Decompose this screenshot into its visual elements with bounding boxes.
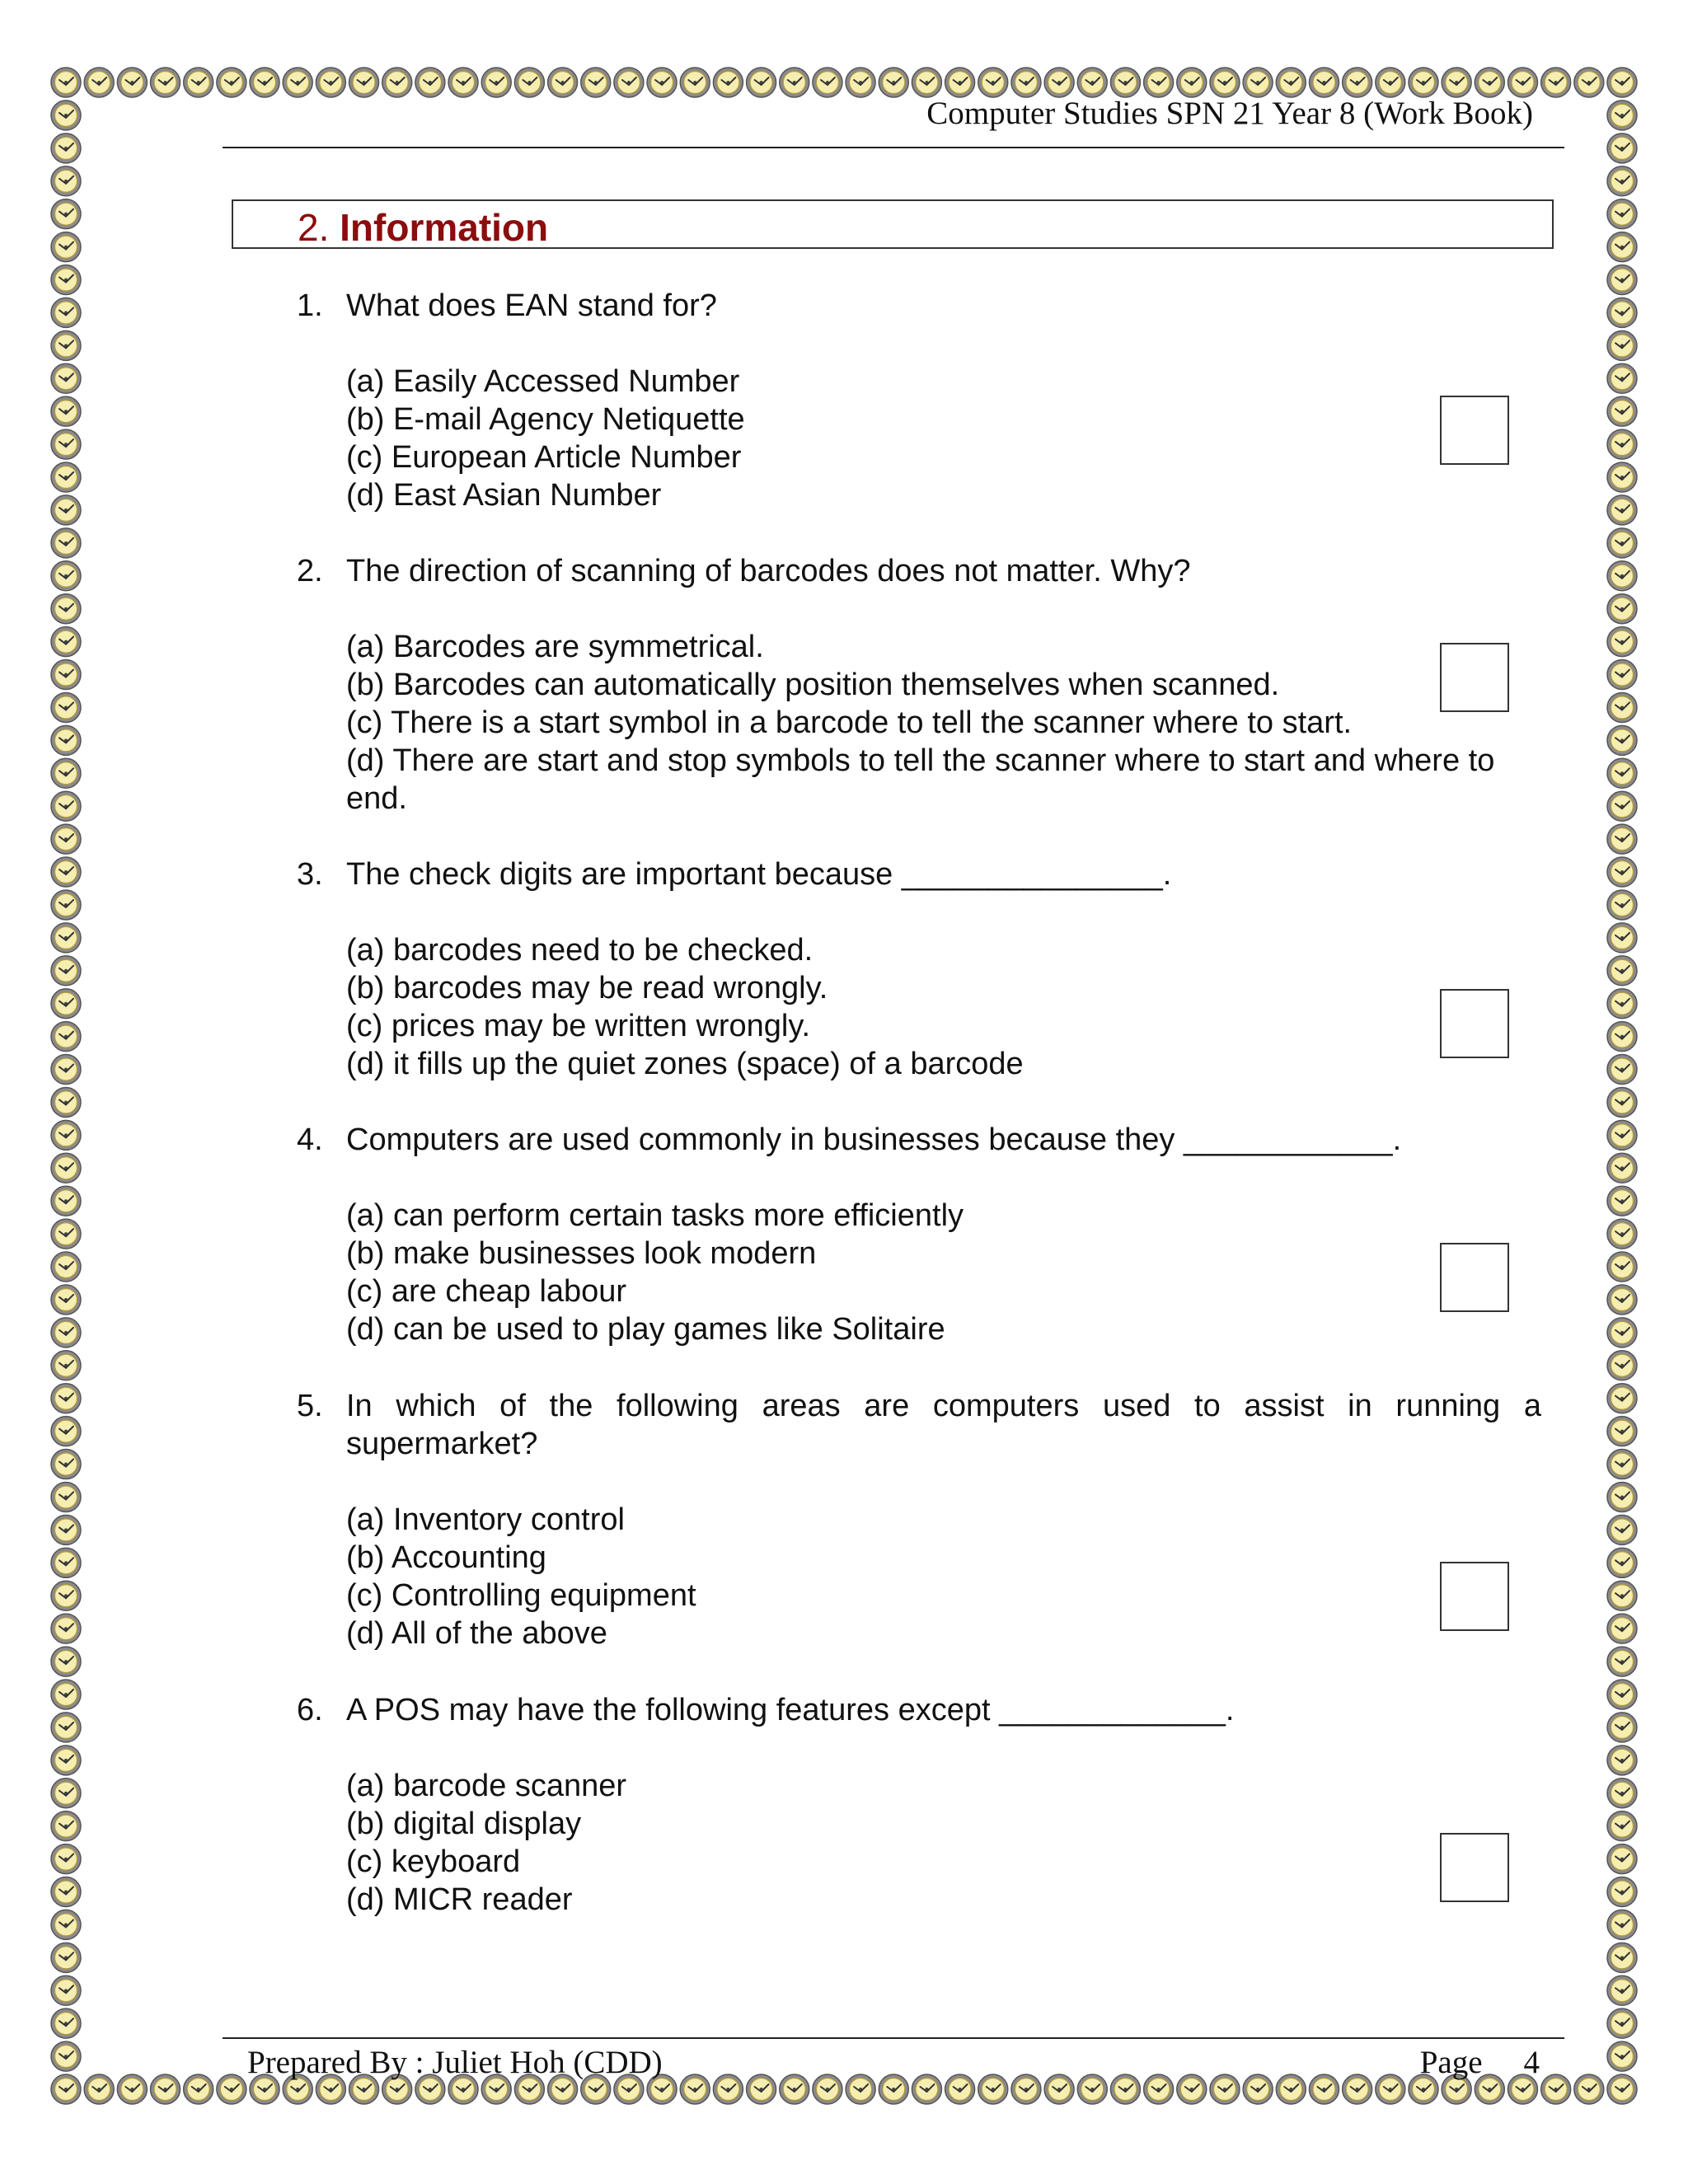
clock-icon bbox=[51, 1450, 81, 1479]
clock-icon bbox=[1607, 1713, 1637, 1742]
clock-icon bbox=[117, 68, 147, 97]
clock-icon bbox=[51, 857, 81, 887]
option-a: (a) Barcodes are symmetrical. bbox=[346, 630, 764, 664]
options-list bbox=[346, 931, 1541, 1083]
question-text: Computers are used commonly in businesses because they ____________. bbox=[346, 1122, 1402, 1157]
clock-icon bbox=[1607, 1482, 1637, 1511]
clock-icon bbox=[1507, 68, 1537, 97]
clock-icon bbox=[1607, 627, 1637, 657]
header-title: Computer Studies SPN 21 Year 8 (Work Book) bbox=[926, 96, 1533, 131]
clock-icon bbox=[51, 1384, 81, 1413]
clock-icon bbox=[1110, 2074, 1140, 2104]
clock-icon bbox=[1607, 857, 1637, 887]
clock-icon bbox=[51, 1351, 81, 1380]
clock-icon bbox=[1210, 68, 1240, 97]
clock-icon bbox=[1607, 1417, 1637, 1446]
section-title bbox=[298, 205, 548, 250]
clock-icon bbox=[51, 363, 81, 393]
clock-icon bbox=[1044, 2074, 1074, 2104]
clock-icon bbox=[1607, 1120, 1637, 1150]
clock-icon bbox=[1607, 68, 1637, 97]
clock-icon bbox=[84, 2074, 114, 2104]
option-a: (a) can perform certain tasks more efficiently bbox=[346, 1198, 964, 1233]
clock-icon bbox=[151, 68, 181, 97]
option-c: (c) European Article Number bbox=[346, 440, 742, 475]
clock-icon bbox=[51, 1252, 81, 1282]
clock-icon bbox=[1309, 2074, 1339, 2104]
clock-icon bbox=[51, 396, 81, 426]
clock-icon bbox=[1607, 1779, 1637, 1808]
clock-icon bbox=[514, 68, 544, 97]
clock-icon bbox=[1607, 396, 1637, 426]
clock-icon bbox=[548, 68, 578, 97]
clock-icon bbox=[1243, 2074, 1273, 2104]
clock-icon bbox=[51, 1153, 81, 1183]
clock-icon bbox=[1607, 791, 1637, 821]
clock-icon bbox=[1607, 429, 1637, 459]
clock-icon bbox=[51, 956, 81, 986]
clock-icon bbox=[1442, 68, 1471, 97]
clock-icon bbox=[51, 1581, 81, 1610]
clock-icon bbox=[680, 68, 710, 97]
clock-icon bbox=[1607, 1975, 1637, 2005]
clock-icon bbox=[1607, 1647, 1637, 1676]
clock-icon bbox=[51, 1943, 81, 1972]
clock-icon bbox=[1607, 890, 1637, 920]
clock-icon bbox=[680, 2074, 710, 2104]
clock-icon bbox=[1077, 68, 1107, 97]
question-text: The check digits are important because _______________. bbox=[346, 857, 1172, 892]
clock-icon bbox=[1607, 528, 1637, 558]
option-c: (c) keyboard bbox=[346, 1844, 521, 1879]
footer-rule bbox=[223, 2037, 1564, 2039]
clock-icon bbox=[51, 1877, 81, 1906]
clock-icon bbox=[1607, 1548, 1637, 1577]
clock-icon bbox=[51, 298, 81, 327]
option-d: (d) There are start and stop symbols to tell the scanner where to start and where to end. bbox=[346, 743, 1495, 816]
clock-icon bbox=[382, 68, 412, 97]
clock-icon bbox=[1011, 2074, 1041, 2104]
clock-icon bbox=[1110, 68, 1140, 97]
clock-icon bbox=[713, 68, 743, 97]
clock-icon bbox=[1607, 989, 1637, 1019]
clock-icon bbox=[1276, 68, 1306, 97]
clock-icon bbox=[1607, 1318, 1637, 1347]
clock-icon bbox=[1210, 2074, 1240, 2104]
clock-icon bbox=[846, 2074, 875, 2104]
answer-box-2[interactable] bbox=[1440, 643, 1509, 712]
clock-icon bbox=[481, 68, 511, 97]
clock-icon bbox=[1607, 594, 1637, 624]
clock-icon bbox=[780, 68, 809, 97]
clock-icon bbox=[813, 2074, 842, 2104]
question-number: 2. bbox=[297, 554, 323, 588]
clock-icon bbox=[1607, 1055, 1637, 1085]
clock-icon bbox=[51, 660, 81, 690]
clock-icon bbox=[1607, 758, 1637, 788]
clock-icon bbox=[1541, 68, 1571, 97]
option-b: (b) Barcodes can automatically position themselves when scanned. bbox=[346, 668, 1280, 702]
clock-icon bbox=[978, 68, 1008, 97]
clock-icon bbox=[349, 68, 379, 97]
clock-icon bbox=[51, 989, 81, 1019]
clock-icon bbox=[1607, 1087, 1637, 1117]
clock-icon bbox=[1607, 1219, 1637, 1249]
clock-icon bbox=[51, 2041, 81, 2071]
clock-icon bbox=[51, 330, 81, 360]
clock-icon bbox=[117, 2074, 147, 2104]
clock-icon bbox=[51, 495, 81, 525]
clock-icon bbox=[51, 1219, 81, 1249]
section-heading-box bbox=[232, 199, 1554, 249]
option-c: (c) There is a start symbol in a barcode to tell the scanner where to start. bbox=[346, 705, 1353, 740]
option-c: (c) prices may be written wrongly. bbox=[346, 1009, 811, 1043]
clock-icon bbox=[1409, 68, 1438, 97]
clock-icon bbox=[1607, 101, 1637, 130]
clock-icon bbox=[51, 791, 81, 821]
clock-icon bbox=[945, 2074, 975, 2104]
options-list bbox=[346, 628, 1541, 818]
clock-icon bbox=[1607, 232, 1637, 262]
clock-icon bbox=[1607, 1384, 1637, 1413]
clock-icon bbox=[1607, 956, 1637, 986]
clock-icon bbox=[747, 2074, 776, 2104]
clock-icon bbox=[1177, 68, 1207, 97]
question-number: 6. bbox=[297, 1693, 323, 1727]
question-text: The direction of scanning of barcodes does not matter. Why? bbox=[346, 554, 1191, 588]
clock-icon bbox=[1177, 2074, 1207, 2104]
clock-icon bbox=[1607, 199, 1637, 229]
clock-icon bbox=[51, 1811, 81, 1841]
question-text-line-1: In which of the following areas are computers used to assist in running a bbox=[346, 1389, 1541, 1423]
clock-icon bbox=[1243, 68, 1273, 97]
clock-icon bbox=[912, 2074, 941, 2104]
question-text: A POS may have the following features except _____________. bbox=[346, 1693, 1235, 1727]
clock-icon bbox=[1607, 725, 1637, 755]
clock-icon bbox=[713, 2074, 743, 2104]
clock-icon bbox=[1607, 1680, 1637, 1709]
clock-icon bbox=[1607, 561, 1637, 591]
clock-icon bbox=[1607, 1746, 1637, 1775]
clock-icon bbox=[184, 68, 213, 97]
clock-icon bbox=[51, 462, 81, 492]
clock-icon bbox=[51, 134, 81, 163]
clock-icon bbox=[846, 68, 875, 97]
clock-icon bbox=[51, 1285, 81, 1315]
clock-icon bbox=[51, 1482, 81, 1511]
section-name: Information bbox=[340, 206, 549, 249]
clock-icon bbox=[51, 1975, 81, 2005]
clock-icon bbox=[184, 2074, 213, 2104]
clock-icon bbox=[747, 68, 776, 97]
question-number: 5. bbox=[297, 1389, 323, 1423]
clock-icon bbox=[1144, 68, 1174, 97]
clock-icon bbox=[1607, 1844, 1637, 1874]
question-number: 4. bbox=[297, 1122, 323, 1157]
clock-icon bbox=[51, 561, 81, 591]
options-list bbox=[346, 1501, 1541, 1652]
clock-icon bbox=[415, 68, 445, 97]
clock-icon bbox=[217, 68, 246, 97]
clock-icon bbox=[1607, 1351, 1637, 1380]
clock-icon bbox=[1276, 2074, 1306, 2104]
clock-icon bbox=[1607, 2008, 1637, 2038]
clock-icon bbox=[51, 1647, 81, 1676]
clock-icon bbox=[217, 2074, 246, 2104]
clock-icon bbox=[51, 1022, 81, 1052]
clock-icon bbox=[1607, 1285, 1637, 1315]
clock-icon bbox=[945, 68, 975, 97]
clock-icon bbox=[51, 1417, 81, 1446]
clock-icon bbox=[51, 1844, 81, 1874]
option-c: (c) Controlling equipment bbox=[346, 1578, 696, 1613]
clock-icon bbox=[51, 1713, 81, 1742]
clock-icon bbox=[448, 68, 478, 97]
option-b: (b) E-mail Agency Netiquette bbox=[346, 402, 745, 437]
clock-icon bbox=[1607, 265, 1637, 295]
clock-icon bbox=[1607, 1581, 1637, 1610]
clock-icon bbox=[1607, 1910, 1637, 1939]
clock-icon bbox=[1475, 68, 1504, 97]
option-a: (a) barcodes need to be checked. bbox=[346, 933, 814, 968]
clock-icon bbox=[51, 725, 81, 755]
clock-icon bbox=[51, 1515, 81, 1544]
clock-icon bbox=[51, 2008, 81, 2038]
option-b: (b) make businesses look modern bbox=[346, 1236, 817, 1271]
option-a: (a) Easily Accessed Number bbox=[346, 364, 740, 399]
option-a: (a) barcode scanner bbox=[346, 1769, 627, 1803]
clock-icon bbox=[51, 692, 81, 722]
clock-icon bbox=[1607, 1022, 1637, 1052]
clock-icon bbox=[780, 2074, 809, 2104]
clock-icon bbox=[1607, 2074, 1637, 2104]
clock-icon bbox=[151, 2074, 181, 2104]
option-b: (b) barcodes may be read wrongly. bbox=[346, 971, 828, 1005]
clock-icon bbox=[51, 265, 81, 295]
clock-icon bbox=[1607, 1614, 1637, 1643]
option-d: (d) East Asian Number bbox=[346, 478, 662, 513]
clock-icon bbox=[1607, 462, 1637, 492]
option-b: (b) Accounting bbox=[346, 1540, 546, 1575]
clock-icon bbox=[51, 1087, 81, 1117]
clock-icon bbox=[1607, 1811, 1637, 1841]
clock-icon bbox=[1343, 68, 1372, 97]
clock-icon bbox=[51, 627, 81, 657]
clock-icon bbox=[1309, 68, 1339, 97]
clock-icon bbox=[51, 101, 81, 130]
clock-icon bbox=[51, 1120, 81, 1150]
question-text-line-2: supermarket? bbox=[346, 1427, 538, 1461]
clock-icon bbox=[1607, 692, 1637, 722]
clock-icon bbox=[51, 890, 81, 920]
footer-page bbox=[1420, 2044, 1540, 2081]
clock-icon bbox=[1607, 923, 1637, 953]
options-list bbox=[346, 1197, 1541, 1348]
options-list bbox=[346, 363, 1541, 514]
clock-icon bbox=[813, 68, 842, 97]
clock-icon bbox=[1607, 824, 1637, 854]
clock-icon bbox=[51, 1910, 81, 1939]
answer-box-5[interactable] bbox=[1440, 1562, 1509, 1631]
option-a: (a) Inventory control bbox=[346, 1502, 625, 1537]
clock-icon bbox=[879, 68, 908, 97]
clock-icon bbox=[1541, 2074, 1571, 2104]
clock-icon bbox=[51, 1548, 81, 1577]
clock-icon bbox=[51, 1055, 81, 1085]
header-rule bbox=[223, 147, 1564, 148]
clock-icon bbox=[1607, 1186, 1637, 1216]
answer-box-1[interactable] bbox=[1440, 396, 1509, 465]
clock-icon bbox=[51, 758, 81, 788]
clock-icon bbox=[1607, 2041, 1637, 2071]
answer-box-4[interactable] bbox=[1440, 1243, 1509, 1312]
clock-icon bbox=[912, 68, 941, 97]
clock-icon bbox=[51, 1746, 81, 1775]
page-label: Page bbox=[1419, 2045, 1483, 2080]
clock-icon bbox=[1044, 68, 1074, 97]
clock-icon bbox=[51, 166, 81, 196]
option-d: (d) All of the above bbox=[346, 1616, 607, 1651]
clock-icon bbox=[1607, 660, 1637, 690]
question-number: 3. bbox=[297, 857, 323, 892]
clock-icon bbox=[316, 68, 345, 97]
clock-icon bbox=[1077, 2074, 1107, 2104]
option-d: (d) MICR reader bbox=[346, 1882, 573, 1917]
question-text: What does EAN stand for? bbox=[346, 288, 717, 323]
clock-icon bbox=[1011, 68, 1041, 97]
clock-icon bbox=[51, 528, 81, 558]
question-number: 1. bbox=[297, 288, 323, 323]
clock-icon bbox=[1607, 495, 1637, 525]
clock-icon bbox=[51, 594, 81, 624]
clock-icon bbox=[978, 2074, 1008, 2104]
clock-icon bbox=[250, 68, 279, 97]
options-list bbox=[346, 1767, 1541, 1919]
clock-icon bbox=[1607, 1943, 1637, 1972]
answer-box-3[interactable] bbox=[1440, 989, 1509, 1058]
clock-icon bbox=[647, 68, 677, 97]
clock-icon bbox=[51, 1614, 81, 1643]
footer-prepared-by: Prepared By : Juliet Hoh (CDD) bbox=[247, 2045, 663, 2080]
clock-icon bbox=[51, 68, 81, 97]
clock-icon bbox=[1343, 2074, 1372, 2104]
clock-icon bbox=[84, 68, 114, 97]
clock-icon bbox=[581, 68, 611, 97]
clock-icon bbox=[1376, 2074, 1405, 2104]
clock-icon bbox=[51, 1779, 81, 1808]
clock-icon bbox=[1574, 2074, 1604, 2104]
option-d: (d) can be used to play games like Solitaire bbox=[346, 1312, 945, 1347]
clock-icon bbox=[51, 199, 81, 229]
clock-icon bbox=[1144, 2074, 1174, 2104]
clock-icon bbox=[51, 1680, 81, 1709]
clock-icon bbox=[1376, 68, 1405, 97]
page-number: 4 bbox=[1523, 2045, 1540, 2080]
option-b: (b) digital display bbox=[346, 1807, 582, 1841]
option-d: (d) it fills up the quiet zones (space) of a barcode bbox=[346, 1047, 1024, 1081]
clock-icon bbox=[1607, 134, 1637, 163]
clock-icon bbox=[51, 1318, 81, 1347]
answer-box-6[interactable] bbox=[1440, 1833, 1509, 1902]
clock-icon bbox=[51, 923, 81, 953]
clock-icon bbox=[1607, 1877, 1637, 1906]
clock-icon bbox=[51, 429, 81, 459]
section-number: 2. bbox=[298, 206, 330, 249]
clock-icon bbox=[51, 824, 81, 854]
clock-icon bbox=[879, 2074, 908, 2104]
clock-icon bbox=[1607, 1153, 1637, 1183]
clock-icon bbox=[51, 232, 81, 262]
clock-icon bbox=[51, 1186, 81, 1216]
clock-icon bbox=[1607, 330, 1637, 360]
clock-icon bbox=[1607, 298, 1637, 327]
clock-icon bbox=[1607, 1252, 1637, 1282]
clock-icon bbox=[1574, 68, 1604, 97]
clock-icon bbox=[283, 68, 312, 97]
clock-icon bbox=[614, 68, 644, 97]
clock-icon bbox=[1607, 1515, 1637, 1544]
clock-icon bbox=[1607, 363, 1637, 393]
option-c: (c) are cheap labour bbox=[346, 1274, 627, 1309]
clock-icon bbox=[1607, 166, 1637, 196]
clock-icon bbox=[1607, 1450, 1637, 1479]
clock-icon bbox=[51, 2074, 81, 2104]
